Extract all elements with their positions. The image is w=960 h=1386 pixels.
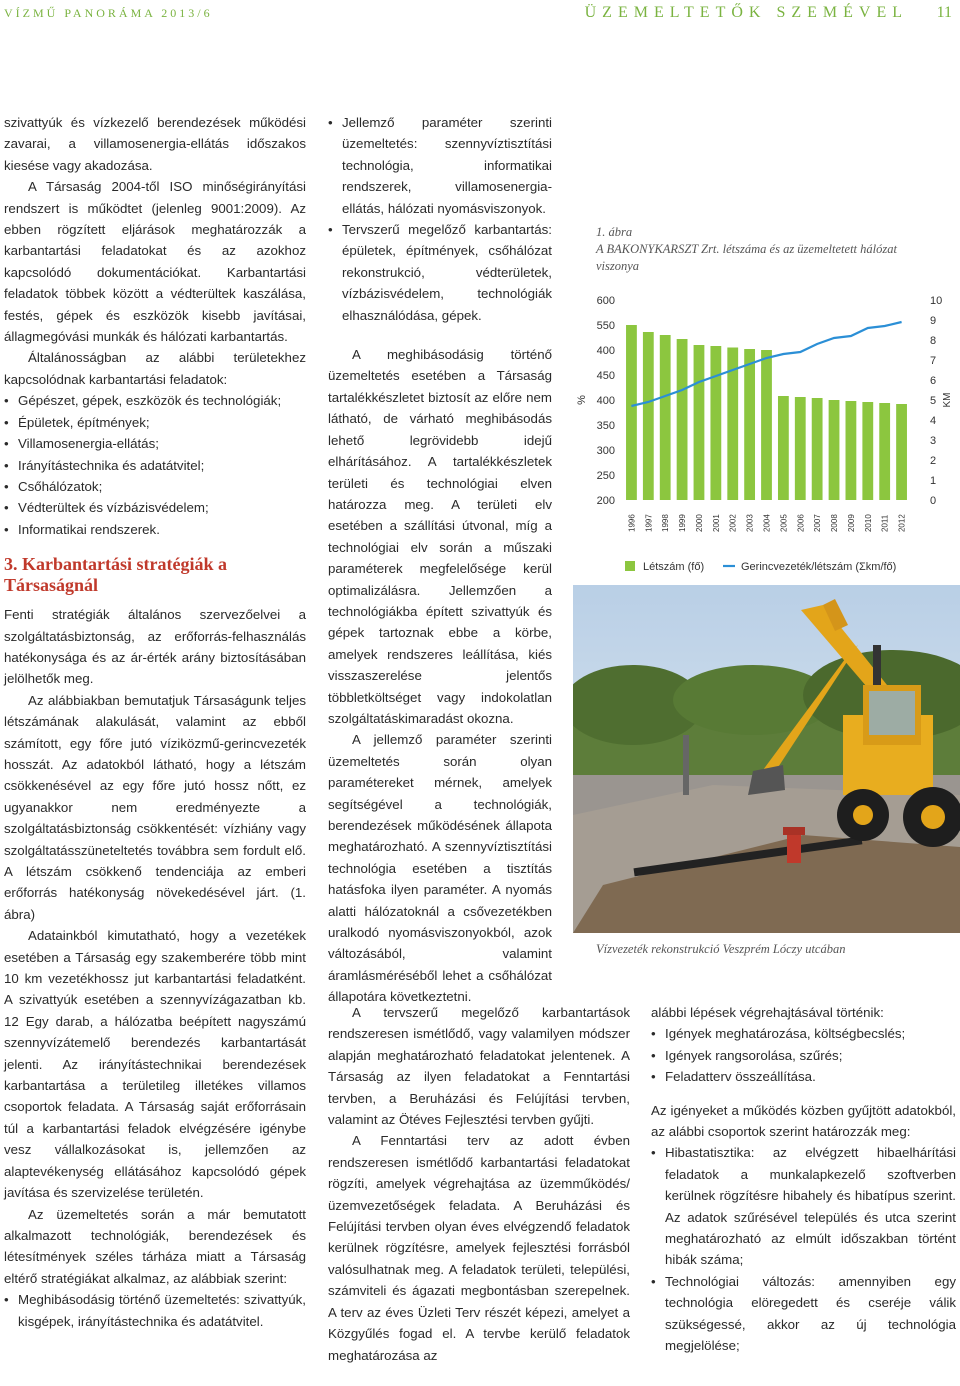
chart-svg (573, 285, 960, 585)
paragraph: A Társaság 2004-től ISO minőségirányítási rendszert is működtet (jelenleg 9001:2009). Az ebben rögzített eljárások meghatározzák a karbantartási feladatokat és az azokhoz kapcsolódó dokumentációkat. Karbantartási feladatok többek között a védterültek kaszálása, festés, gépek és eszközök kisebb javításai, állagmegóvási munkák és hálózati karbantartás. (4, 179, 306, 345)
bar-letszam (829, 400, 840, 500)
right-tick-label: 10 (930, 295, 943, 307)
bar-letszam (710, 346, 721, 500)
category-label: 1996 (627, 514, 637, 532)
journal-title: VÍZMŰ PANORÁMA 2013/6 (4, 6, 213, 20)
category-label: 2010 (863, 514, 873, 532)
right-tick-label: 4 (930, 415, 937, 427)
right-tick-label: 1 (930, 475, 937, 487)
right-tick-label: 5 (930, 395, 937, 407)
column-left (4, 112, 306, 1332)
paragraph: A tervszerű megelőző karbantartások rendszeresen ismétlődő, vagy valamilyen módszer alapján meghatározható feladatokat jelentenek. A Társaság az ilyen feladatokat a Fenntartási tervben, a Beruházási és Felújítási tervben, valamint az Ötéves Fejlesztési tervben gyűjti. (328, 1005, 630, 1128)
page-header (4, 4, 956, 22)
bar-letszam (660, 335, 671, 500)
paragraph: Fenti stratégiák általános szervezőelvei a szolgáltatásbiztonság, az erőforrás-felhasználás hatékonysága és az ár-érték arány biztosításában jelölhetők meg. (4, 607, 306, 687)
list-item: • Igények meghatározása, költségbecslés; (651, 1023, 956, 1044)
left-tick-label: 300 (596, 445, 615, 457)
photo-illustration (573, 585, 960, 933)
bar-letszam (795, 397, 806, 500)
list-item: • Tervszerű megelőző karbantartás: épületek, építmények, csőhálózat rekonstrukció, védterületek, vízbázisvédelem, technológiák elhasználódása, gépek. (328, 219, 552, 326)
bar-letszam (812, 398, 823, 500)
list-item: • Jellemző paraméter szerinti üzemeltetés: szennyvíztisztítási technológia, informatikai rendszerek, villamosenergia-ellátás, hálózati nyomásviszonyok. (328, 112, 552, 219)
category-label: 2001 (711, 514, 721, 532)
category-label: 2000 (694, 514, 704, 532)
list-item: • Informatikai rendszerek. (4, 519, 306, 540)
bar-letszam (862, 402, 873, 500)
paragraph: Adatainkból kimutatható, hogy a vezetékek esetében a Társaság egy szakemberére több mint 10 km vezetékhossz jut karbantartási feladatként. A szivattyúk esetében a szennyvízágazatban kb. 12 Egy darab, a hálózatba beépített nagyszámú szennyvízátemelő berendezés karbantartását jelenti. Az irányítástechnikai berendezések karbantartása a területileg illetékes villamos csoportok feladata. A Társaság saját erőforrásain túl a karbantartási feladok elvégzésére igénybe vesz vállalkozásokat is, jellemzően az alaptevékenység ellátásához kapcsolódó gépek javítása és szervizelése területén. (4, 928, 306, 1201)
bar-letszam (879, 403, 890, 500)
category-label: 2004 (762, 514, 772, 532)
page-number: 11 (936, 4, 952, 21)
strategy-list-continued (328, 112, 552, 326)
left-tick-label: 400 (596, 395, 615, 407)
category-label: 2005 (779, 514, 789, 532)
strategy-list (4, 1289, 306, 1332)
list-item: • Gépészet, gépek, eszközök és technológiák; (4, 390, 306, 411)
legend-swatch-letszam (625, 561, 635, 571)
list-item: • Villamosenergia-ellátás; (4, 433, 306, 454)
right-tick-label: 7 (930, 355, 937, 367)
right-tick-label: 9 (930, 315, 937, 327)
legend-label-letszam: Létszám (fő) (643, 561, 705, 573)
left-tick-label: 550 (596, 320, 615, 332)
left-tick-label: 200 (596, 495, 615, 507)
column-middle (328, 112, 552, 1008)
paragraph: Az üzemeltetés során a már bemutatott alkalmazott technológiák, berendezések és létesítmények széles tárháza miatt a Társaság eltérő stratégiákat alkalmaz, az alábbiak szerint: (4, 1206, 306, 1286)
right-tick-label: 8 (930, 335, 937, 347)
section-title: ÜZEMELTETŐK SZEMÉVEL (584, 4, 908, 21)
category-label: 2008 (830, 514, 840, 532)
figure-title: A BAKONYKARSZT Zrt. létszáma és az üzemeltetett hálózat viszonya (596, 242, 897, 273)
left-tick-label: 250 (596, 470, 615, 482)
paragraph: Az alábbiakban bemutatjuk Társaságunk teljes létszámának alakulását, valamint az ebből számított, egy főre jutó víziközmű-gerincvezeték hosszát. Az adatokból látható, hogy a létszám csökkenésével az egy főre jutó hossz nőtt, ez ugyanakkor nem eredményezte a szolgáltatásbiztonság csökkentését: vízhiány vagy szolgáltatásszüneteltetés továbbra sem fordult elő. A létszám csökkenő tendenciája az emberi erőforrás hatékonyság növekedésével járt. (1. ábra) (4, 692, 306, 922)
paragraph: A jellemző paraméter szerinti üzemeltetés során olyan paramétereket mérnek, amelyek segítségével a technológiák, berendezések működésének állapota meghatározható. A szennyvíztisztítási technológia esetében a tisztítás hatásfoka ilyen paraméter. A nyomás alatti hálózatoknál a csővezetékben uralkodó nyomásviszonyokból, azok változásából, valamint áramlásméréséből lehet a csőhálózat állapotára következtetni. (328, 732, 552, 1005)
category-label: 2003 (745, 514, 755, 532)
bar-letszam (626, 325, 637, 500)
planning-steps-list (651, 1023, 956, 1087)
photo-caption: Vízvezeték rekonstrukció Veszprém Lóczy utcában (596, 942, 846, 956)
staff-network-chart (573, 285, 960, 585)
list-item: • Meghibásodásig történő üzemeltetés: szivattyúk, kisgépek, irányítástechnika és adatátvitel. (4, 1289, 306, 1332)
column-middle-lower (328, 1002, 630, 1366)
list-item: • Igények rangsorolása, szűrés; (651, 1045, 956, 1066)
right-tick-label: 2 (930, 455, 937, 467)
category-label: 1999 (678, 514, 688, 532)
category-label: 2002 (728, 514, 738, 532)
left-tick-label: 400 (596, 345, 615, 357)
category-label: 1998 (661, 514, 671, 532)
category-label: 2012 (897, 514, 907, 532)
bar-letszam (643, 332, 654, 500)
bar-letszam (896, 404, 907, 500)
legend-label-gerincvezeteg: Gerincvezeték/létszám (Σkm/fő) (741, 561, 897, 573)
paragraph: szivattyúk és vízkezelő berendezések működési zavarai, a villamosenergia-ellátás időszakos kiesése vagy akadozása. (4, 115, 306, 173)
right-tick-label: 0 (930, 495, 937, 507)
section-heading: 3. Karbantartási stratégiák a Társaságnál (4, 554, 227, 596)
bar-letszam (846, 401, 857, 500)
left-tick-label: 450 (596, 370, 615, 382)
category-label: 2009 (846, 514, 856, 532)
list-item: • Védterültek és vízbázisvédelem; (4, 497, 306, 518)
demand-source-list (651, 1142, 956, 1356)
left-tick-label: 600 (596, 295, 615, 307)
bar-letszam (744, 349, 755, 500)
right-tick-label: 3 (930, 435, 937, 447)
list-item: • Irányítástechnika és adatátvitel; (4, 455, 306, 476)
list-item: • Épületek, építmények; (4, 412, 306, 433)
excavator-photo (573, 585, 960, 933)
list-item: • Hibastatisztika: az elvégzett hibaelhárítási feladatok a munkalapkezelő szoftverben kerülnek rögzítésre hibahely és hibatípus szerint. Az adatok szűrésével település és utca szerint meghatározható az elmúlt időszakban történt hibák száma; (651, 1142, 956, 1270)
paragraph: Általánosságban az alábbi területekhez kapcsolódnak karbantartási feladatok: (4, 350, 306, 387)
left-axis-label: % (576, 395, 588, 405)
paragraph: alábbi lépések végrehajtásával történik: (651, 1005, 884, 1020)
paragraph: A meghibásodásig történő üzemeltetés esetében a Társaság tartalékkészletet biztosít az előre nem látható, de várható meghibásodás lehető legrövidebb idejű elhárításához. A tartalékkészletek területi és technológiai elven határozza meg. A területi elv esetében a szállítási útvonal, míg a technológiai elv során a műszaki paraméterek megfelelősége kerül optimalizálásra. Jellemzően a technológiákba épített szivattyúk és gépek tartoznak ebbe a körbe, amelyek rendszeres leállítása, kiés visszaszerelése jelentős többletköltséget vagy indokolatlan szolgáltatáskimaradást okozna. (328, 347, 552, 726)
paragraph: Az igényeket a működés közben gyűjtött adatokból, az alábbi csoportok szerint határozzák meg: (651, 1102, 956, 1140)
category-label: 2011 (880, 514, 890, 532)
left-tick-label: 350 (596, 420, 615, 432)
maintenance-area-list (4, 390, 306, 540)
figure-caption (596, 224, 936, 275)
bar-letszam (694, 345, 705, 500)
category-label: 2006 (796, 514, 806, 532)
category-label: 1997 (644, 514, 654, 532)
list-item: • Technológiai változás: amennyiben egy technológia elöregedett és cseréje válik szükségessé, akkor az új technológia megjelölése; (651, 1271, 956, 1357)
category-label: 2007 (813, 514, 823, 532)
bar-letszam (761, 350, 772, 500)
right-tick-label: 6 (930, 375, 937, 387)
right-axis-label: KM (942, 392, 953, 408)
bar-letszam (677, 339, 688, 500)
bar-letszam (778, 396, 789, 500)
list-item: • Feladatterv összeállítása. (651, 1066, 956, 1087)
paragraph: A Fenntartási terv az adott évben rendszeresen ismétlődő karbantartási feladatokat rögzíti, amelyek végrehajtása az üzemműködés/üzemvezetőségek feladata. A Beruházási és Felújítási tervben olyan éves elvégzendő feladatok kerülnek rögzítésre, amelyek fejlesztési forrásból valósulhatnak meg. A feladatok területi, települési, számviteli és ágazati megbontásban szerepelnek. A terv az éves Üzleti Terv részét képezi, amelyet a Közgyűlés fogad el. A tervbe kerülő feladatok meghatározása az (328, 1133, 630, 1363)
column-right (651, 1002, 956, 1357)
list-item: • Csőhálózatok; (4, 476, 306, 497)
figure-number: 1. ábra (596, 225, 633, 239)
